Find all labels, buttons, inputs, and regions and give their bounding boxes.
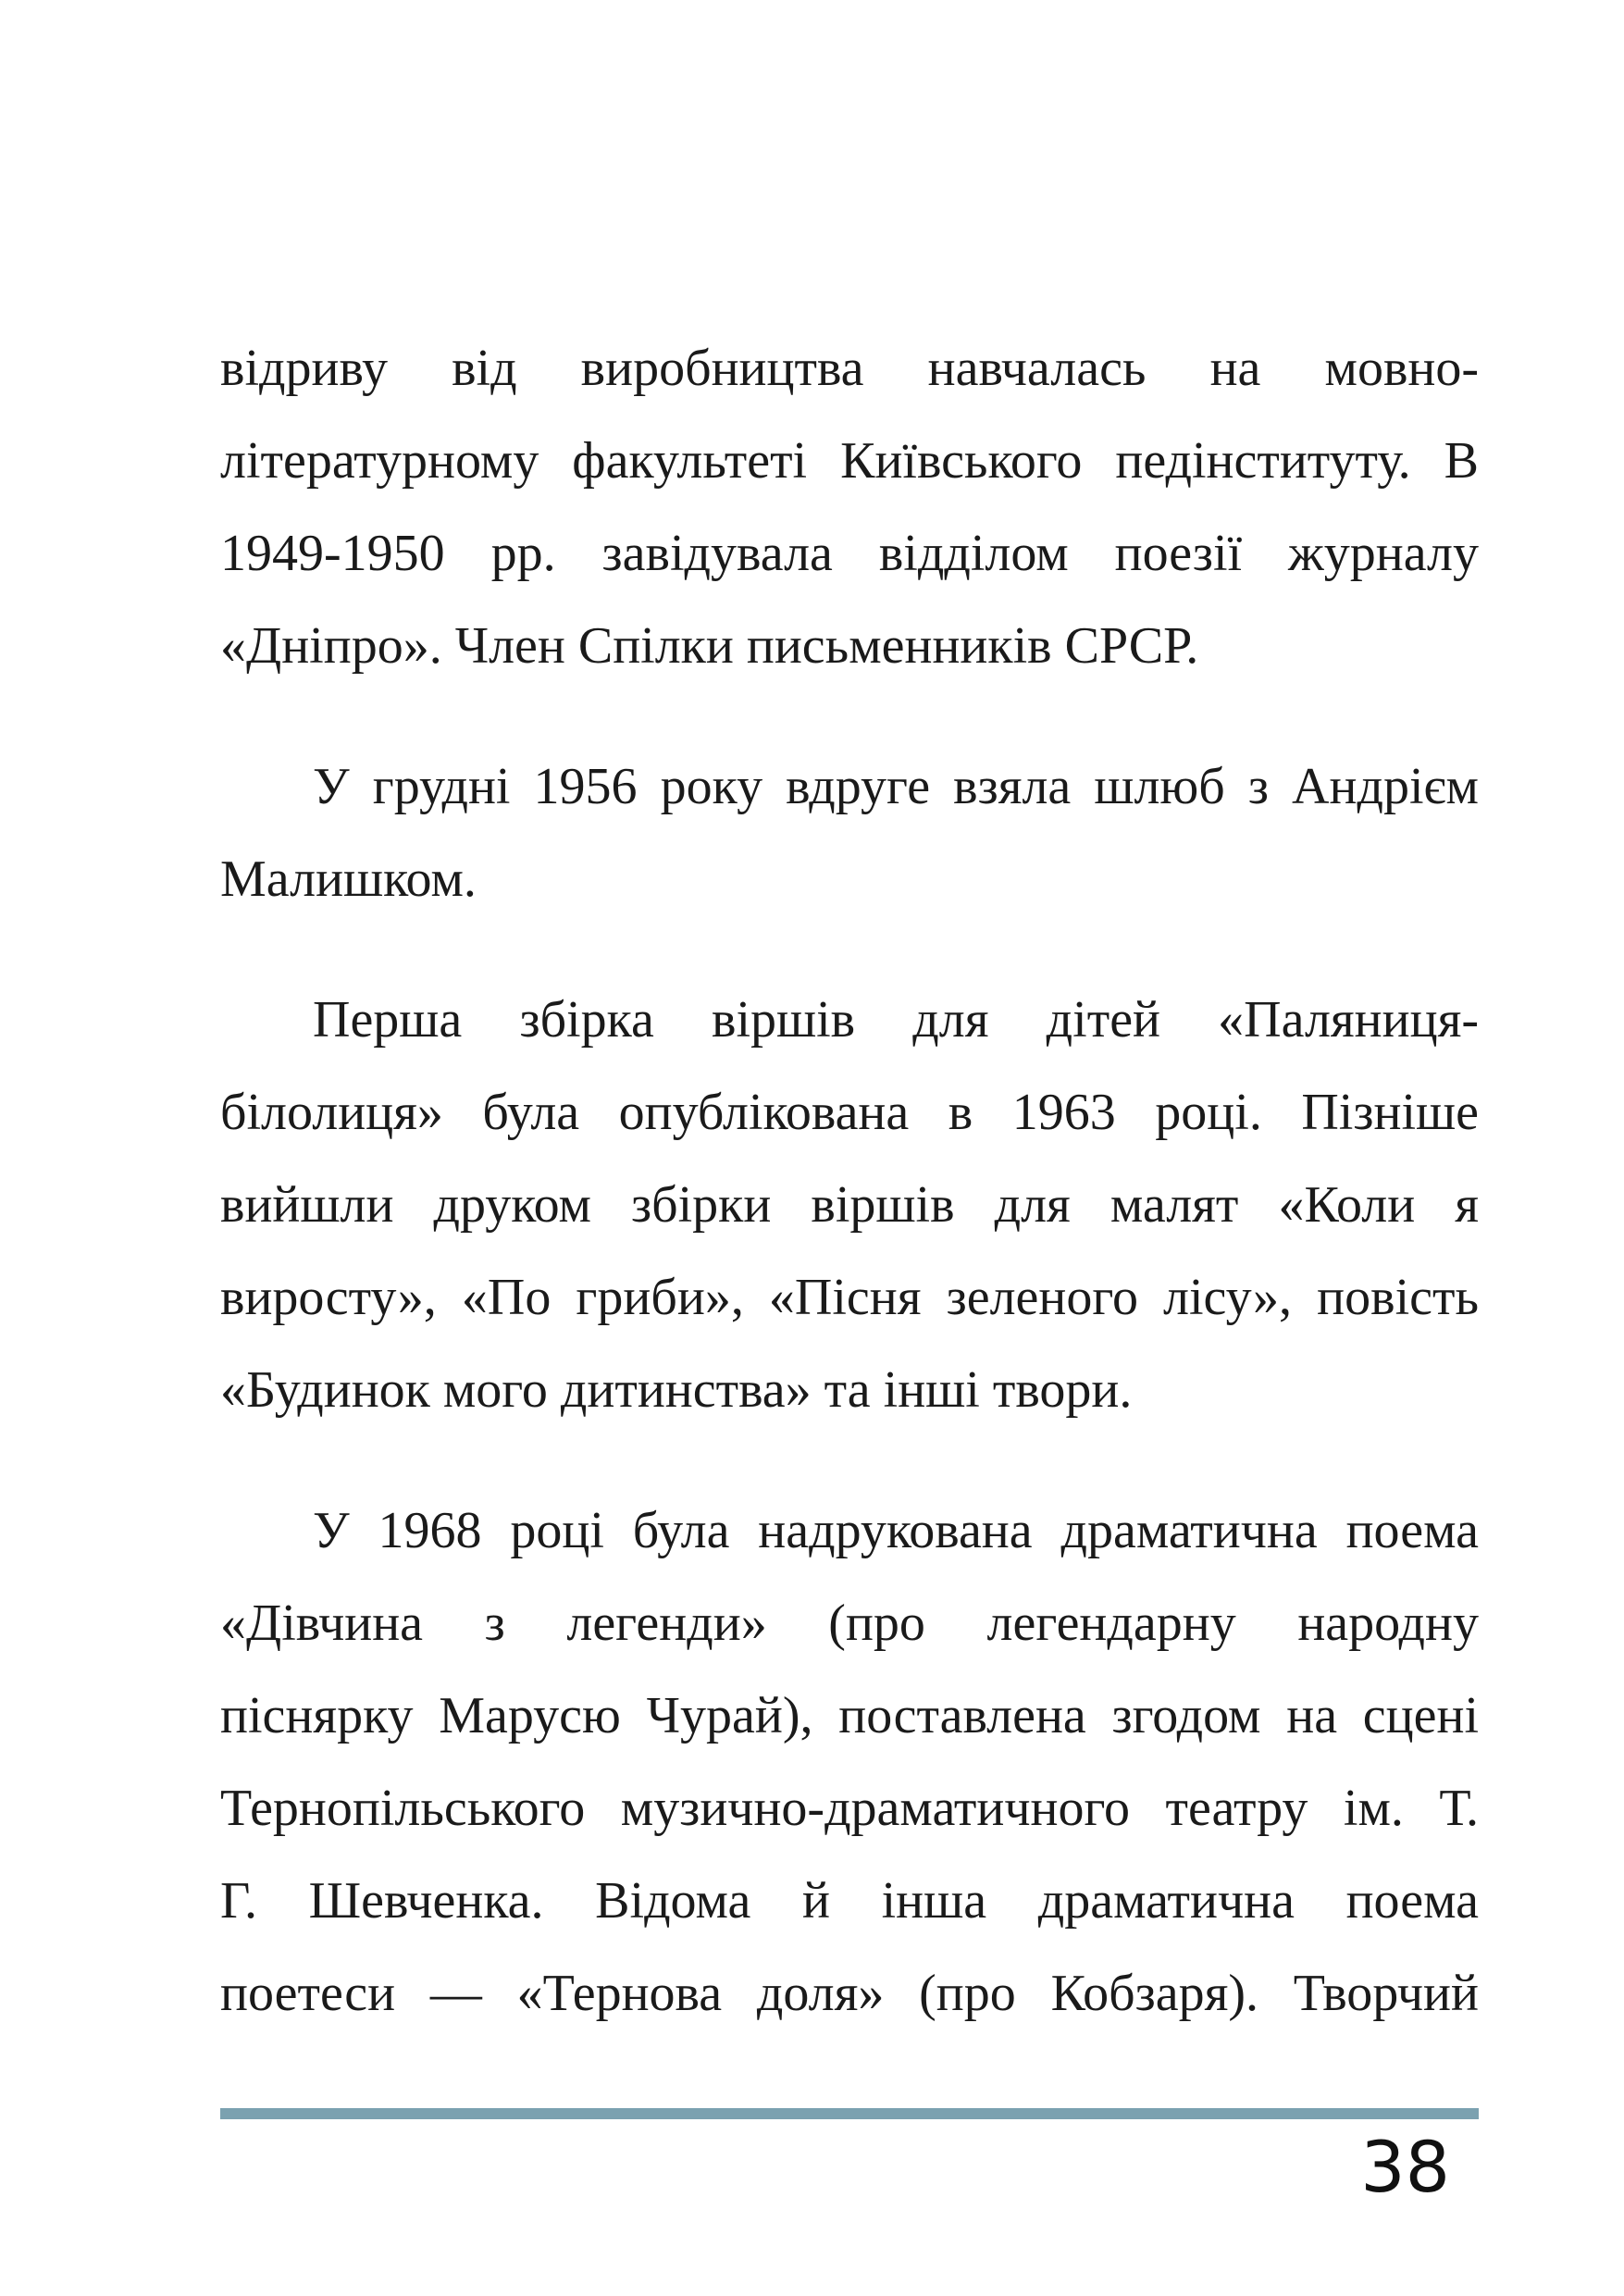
paragraph-4 [220, 1484, 1479, 2040]
text-line: Перша збірка віршів для дітей «Паляниця- [313, 991, 1479, 1049]
text-line: білолиця» була опублікована в 1963 році. Пізніше [220, 1084, 1479, 1141]
body-text [220, 322, 1479, 2088]
page-number: 38 [1360, 2126, 1450, 2208]
text-line: Г. Шевченка. Відома й інша драматична поема [220, 1872, 1479, 1930]
text-line: виросту», «По гриби», «Пісня зеленого лісу», повість [220, 1269, 1479, 1326]
footer-divider [220, 2108, 1479, 2119]
text-line: У грудні 1956 року вдруге взяла шлюб з Андрієм [313, 758, 1479, 815]
text-line: піснярку Марусю Чурай), поставлена згодом на сцені [220, 1687, 1479, 1744]
paragraph-2 [220, 740, 1479, 925]
text-line: 1949-1950 рр. завідувала відділом поезії журналу [220, 525, 1479, 582]
text-line: «Дівчина з легенди» (про легендарну народну [220, 1595, 1479, 1652]
text-line: Малишком. [220, 850, 477, 908]
text-line: У 1968 році була надрукована драматична поема [313, 1502, 1479, 1559]
text-line: «Дніпро». Член Спілки письменників СРСР. [220, 617, 1199, 675]
text-line: вийшли друком збірки віршів для малят «Коли я [220, 1176, 1479, 1234]
text-line: відриву від виробництва навчалась на мовно- [220, 340, 1479, 397]
text-line: «Будинок мого дитинства» та інші твори. [220, 1361, 1133, 1419]
text-line: поетеси — «Тернова доля» (про Кобзаря). Творчий [220, 1965, 1479, 2022]
text-line: літературному факультеті Київського педінституту. В [220, 432, 1479, 490]
paragraph-3 [220, 974, 1479, 1436]
paragraph-1 [220, 322, 1479, 692]
text-line: Тернопільського музично-драматичного театру ім. Т. [220, 1780, 1479, 1837]
